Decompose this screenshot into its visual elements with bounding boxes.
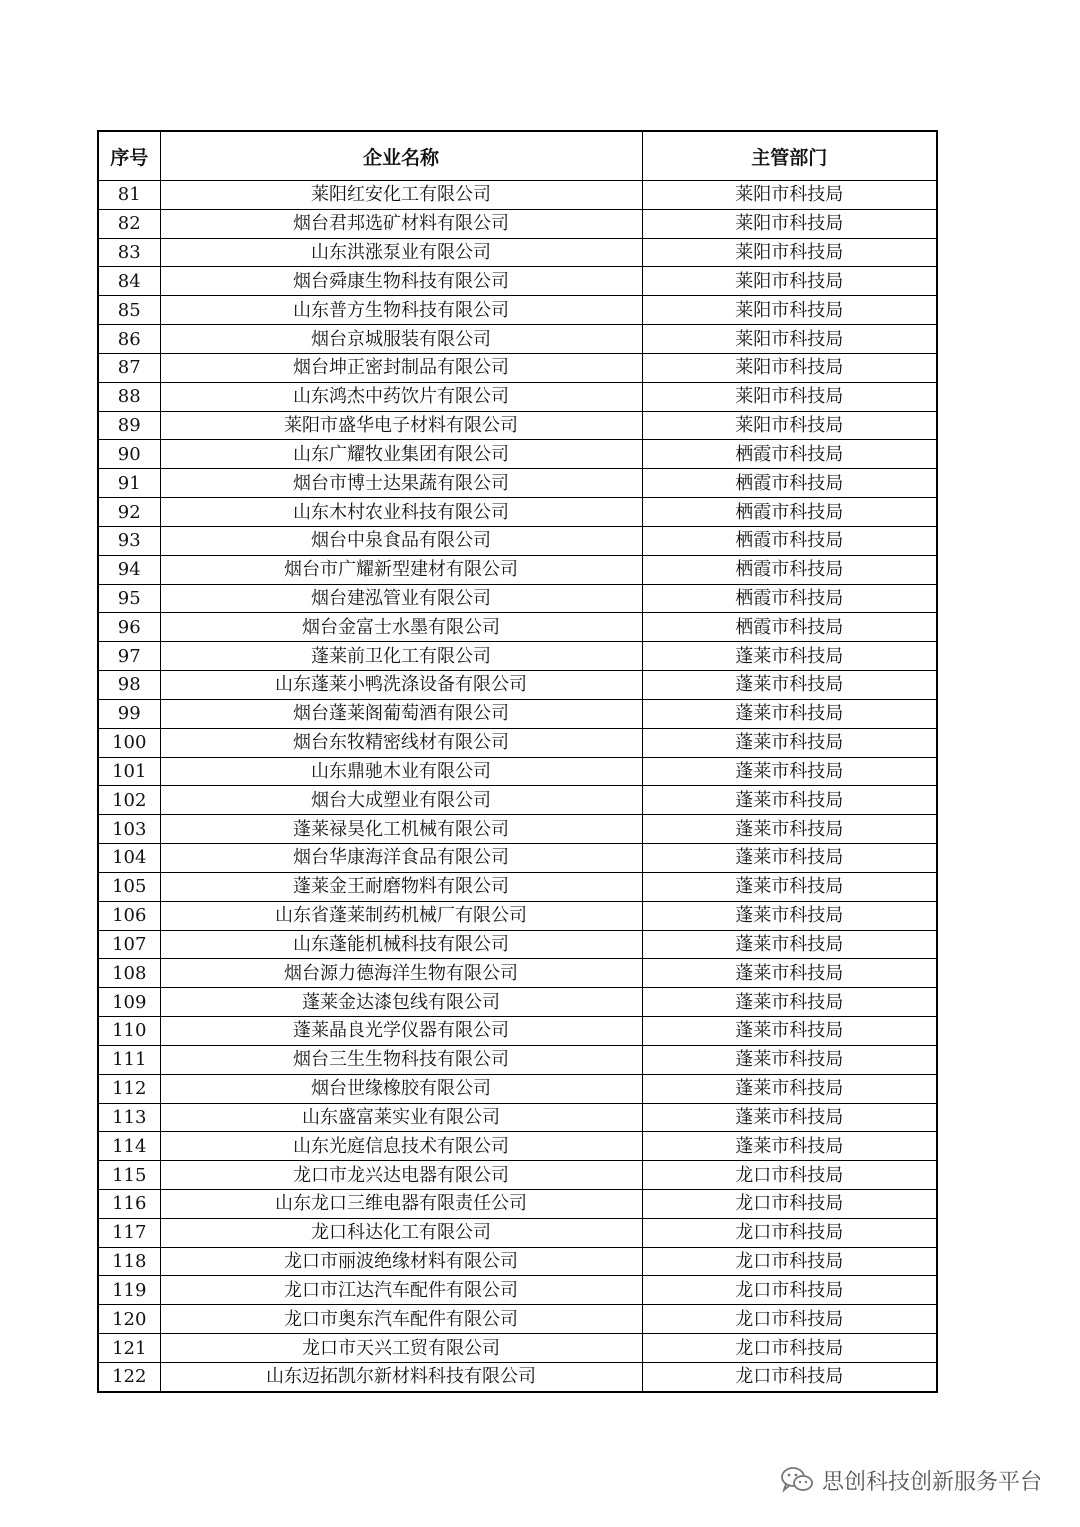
cell-company-name: 蓬莱禄昊化工机械有限公司 — [160, 815, 642, 844]
cell-company-name: 蓬莱金达漆包线有限公司 — [160, 988, 642, 1017]
cell-department: 蓬莱市科技局 — [642, 786, 937, 815]
table-row — [98, 498, 937, 527]
cell-company-name: 山东木村农业科技有限公司 — [160, 498, 642, 527]
table-row — [98, 325, 937, 354]
cell-department: 蓬莱市科技局 — [642, 1132, 937, 1161]
cell-serial-number: 90 — [98, 440, 160, 469]
cell-department: 龙口市科技局 — [642, 1362, 937, 1391]
cell-department: 蓬莱市科技局 — [642, 988, 937, 1017]
cell-serial-number: 99 — [98, 699, 160, 728]
table-row — [98, 209, 937, 238]
cell-company-name: 烟台源力德海洋生物有限公司 — [160, 959, 642, 988]
cell-serial-number: 112 — [98, 1074, 160, 1103]
cell-serial-number: 81 — [98, 181, 160, 210]
cell-serial-number: 88 — [98, 382, 160, 411]
table-row — [98, 1305, 937, 1334]
cell-company-name: 烟台蓬莱阁葡萄酒有限公司 — [160, 699, 642, 728]
cell-serial-number: 87 — [98, 353, 160, 382]
cell-serial-number: 113 — [98, 1103, 160, 1132]
cell-company-name: 蓬莱晶良光学仪器有限公司 — [160, 1017, 642, 1046]
cell-company-name: 山东普方生物科技有限公司 — [160, 296, 642, 325]
table-row — [98, 296, 937, 325]
cell-company-name: 山东迈拓凯尔新材料科技有限公司 — [160, 1362, 642, 1391]
table-row — [98, 238, 937, 267]
table-row — [98, 988, 937, 1017]
table-row — [98, 613, 937, 642]
cell-serial-number: 101 — [98, 757, 160, 786]
cell-serial-number: 98 — [98, 671, 160, 700]
cell-serial-number: 89 — [98, 411, 160, 440]
cell-serial-number: 117 — [98, 1218, 160, 1247]
cell-serial-number: 94 — [98, 555, 160, 584]
cell-company-name: 莱阳市盛华电子材料有限公司 — [160, 411, 642, 440]
wechat-icon — [780, 1465, 814, 1495]
cell-serial-number: 120 — [98, 1305, 160, 1334]
watermark-text: 思创科技创新服务平台 — [821, 1469, 1042, 1495]
cell-department: 龙口市科技局 — [642, 1218, 937, 1247]
cell-company-name: 蓬莱前卫化工有限公司 — [160, 642, 642, 671]
cell-company-name: 山东蓬能机械科技有限公司 — [160, 930, 642, 959]
header-company-name: 企业名称 — [160, 131, 642, 181]
table-row — [98, 584, 937, 613]
table-row — [98, 526, 937, 555]
cell-serial-number: 107 — [98, 930, 160, 959]
table-row — [98, 815, 937, 844]
cell-company-name: 烟台金富士水墨有限公司 — [160, 613, 642, 642]
cell-company-name: 山东盛富莱实业有限公司 — [160, 1103, 642, 1132]
cell-serial-number: 121 — [98, 1334, 160, 1363]
table-row — [98, 728, 937, 757]
cell-company-name: 烟台大成塑业有限公司 — [160, 786, 642, 815]
cell-department: 蓬莱市科技局 — [642, 901, 937, 930]
table-row — [98, 699, 937, 728]
table-row — [98, 181, 937, 210]
cell-department: 蓬莱市科技局 — [642, 1017, 937, 1046]
cell-department: 莱阳市科技局 — [642, 411, 937, 440]
cell-serial-number: 105 — [98, 872, 160, 901]
cell-serial-number: 82 — [98, 209, 160, 238]
cell-serial-number: 111 — [98, 1045, 160, 1074]
table-row — [98, 1247, 937, 1276]
cell-department: 龙口市科技局 — [642, 1305, 937, 1334]
table-row — [98, 1218, 937, 1247]
cell-department: 莱阳市科技局 — [642, 382, 937, 411]
cell-serial-number: 91 — [98, 469, 160, 498]
cell-company-name: 烟台市博士达果蔬有限公司 — [160, 469, 642, 498]
enterprise-table — [97, 130, 938, 1393]
cell-department: 蓬莱市科技局 — [642, 959, 937, 988]
cell-company-name: 山东广耀牧业集团有限公司 — [160, 440, 642, 469]
cell-serial-number: 102 — [98, 786, 160, 815]
cell-serial-number: 83 — [98, 238, 160, 267]
table-row — [98, 1334, 937, 1363]
cell-department: 莱阳市科技局 — [642, 181, 937, 210]
cell-company-name: 龙口市丽波绝缘材料有限公司 — [160, 1247, 642, 1276]
cell-company-name: 山东光庭信息技术有限公司 — [160, 1132, 642, 1161]
cell-department: 龙口市科技局 — [642, 1334, 937, 1363]
cell-serial-number: 84 — [98, 267, 160, 296]
cell-department: 龙口市科技局 — [642, 1276, 937, 1305]
table-row — [98, 555, 937, 584]
cell-serial-number: 86 — [98, 325, 160, 354]
table-header-row — [98, 131, 937, 181]
cell-serial-number: 95 — [98, 584, 160, 613]
cell-serial-number: 96 — [98, 613, 160, 642]
table-row — [98, 901, 937, 930]
cell-company-name: 山东鸿杰中药饮片有限公司 — [160, 382, 642, 411]
cell-department: 莱阳市科技局 — [642, 296, 937, 325]
table-row — [98, 1276, 937, 1305]
cell-department: 蓬莱市科技局 — [642, 728, 937, 757]
cell-department: 栖霞市科技局 — [642, 584, 937, 613]
cell-department: 莱阳市科技局 — [642, 209, 937, 238]
cell-department: 龙口市科技局 — [642, 1189, 937, 1218]
cell-department: 蓬莱市科技局 — [642, 844, 937, 873]
cell-department: 龙口市科技局 — [642, 1247, 937, 1276]
cell-company-name: 龙口市奥东汽车配件有限公司 — [160, 1305, 642, 1334]
cell-serial-number: 97 — [98, 642, 160, 671]
cell-company-name: 龙口市江达汽车配件有限公司 — [160, 1276, 642, 1305]
cell-department: 蓬莱市科技局 — [642, 1074, 937, 1103]
table-row — [98, 267, 937, 296]
cell-serial-number: 115 — [98, 1161, 160, 1190]
table-row — [98, 1189, 937, 1218]
cell-department: 蓬莱市科技局 — [642, 757, 937, 786]
table-row — [98, 382, 937, 411]
cell-serial-number: 110 — [98, 1017, 160, 1046]
table-row — [98, 930, 937, 959]
table-row — [98, 1161, 937, 1190]
cell-serial-number: 122 — [98, 1362, 160, 1391]
cell-serial-number: 116 — [98, 1189, 160, 1218]
cell-serial-number: 93 — [98, 526, 160, 555]
cell-serial-number: 92 — [98, 498, 160, 527]
table-row — [98, 844, 937, 873]
table-row — [98, 757, 937, 786]
cell-company-name: 龙口科达化工有限公司 — [160, 1218, 642, 1247]
cell-company-name: 山东省蓬莱制药机械厂有限公司 — [160, 901, 642, 930]
cell-company-name: 烟台市广耀新型建材有限公司 — [160, 555, 642, 584]
table-row — [98, 353, 937, 382]
cell-company-name: 烟台舜康生物科技有限公司 — [160, 267, 642, 296]
cell-company-name: 烟台世缘橡胶有限公司 — [160, 1074, 642, 1103]
cell-company-name: 烟台君邦选矿材料有限公司 — [160, 209, 642, 238]
cell-serial-number: 85 — [98, 296, 160, 325]
table-row — [98, 642, 937, 671]
cell-serial-number: 114 — [98, 1132, 160, 1161]
cell-company-name: 龙口市天兴工贸有限公司 — [160, 1334, 642, 1363]
cell-department: 蓬莱市科技局 — [642, 1045, 937, 1074]
cell-serial-number: 118 — [98, 1247, 160, 1276]
cell-department: 莱阳市科技局 — [642, 267, 937, 296]
cell-company-name: 莱阳红安化工有限公司 — [160, 181, 642, 210]
cell-company-name: 龙口市龙兴达电器有限公司 — [160, 1161, 642, 1190]
cell-company-name: 烟台坤正密封制品有限公司 — [160, 353, 642, 382]
header-department: 主管部门 — [642, 131, 937, 181]
cell-department: 栖霞市科技局 — [642, 613, 937, 642]
cell-company-name: 蓬莱金王耐磨物料有限公司 — [160, 872, 642, 901]
header-serial-number: 序号 — [98, 131, 160, 181]
cell-serial-number: 104 — [98, 844, 160, 873]
table-row — [98, 1132, 937, 1161]
cell-company-name: 山东蓬莱小鸭洗涤设备有限公司 — [160, 671, 642, 700]
table-row — [98, 671, 937, 700]
cell-serial-number: 109 — [98, 988, 160, 1017]
cell-serial-number: 100 — [98, 728, 160, 757]
cell-serial-number: 103 — [98, 815, 160, 844]
cell-company-name: 烟台建泓管业有限公司 — [160, 584, 642, 613]
cell-department: 莱阳市科技局 — [642, 238, 937, 267]
cell-serial-number: 108 — [98, 959, 160, 988]
cell-department: 莱阳市科技局 — [642, 325, 937, 354]
watermark — [780, 1462, 1042, 1498]
cell-department: 蓬莱市科技局 — [642, 671, 937, 700]
cell-company-name: 山东龙口三维电器有限责任公司 — [160, 1189, 642, 1218]
table-row — [98, 959, 937, 988]
cell-department: 蓬莱市科技局 — [642, 930, 937, 959]
cell-serial-number: 119 — [98, 1276, 160, 1305]
table-row — [98, 1362, 937, 1391]
cell-company-name: 烟台华康海洋食品有限公司 — [160, 844, 642, 873]
cell-department: 蓬莱市科技局 — [642, 642, 937, 671]
table-row — [98, 1103, 937, 1132]
cell-department: 栖霞市科技局 — [642, 555, 937, 584]
cell-department: 龙口市科技局 — [642, 1161, 937, 1190]
table-row — [98, 1045, 937, 1074]
cell-department: 栖霞市科技局 — [642, 440, 937, 469]
cell-department: 莱阳市科技局 — [642, 353, 937, 382]
cell-company-name: 烟台三生生物科技有限公司 — [160, 1045, 642, 1074]
cell-company-name: 烟台东牧精密线材有限公司 — [160, 728, 642, 757]
cell-company-name: 山东鼎驰木业有限公司 — [160, 757, 642, 786]
cell-company-name: 烟台京城服装有限公司 — [160, 325, 642, 354]
table-body — [98, 181, 937, 1392]
table-row — [98, 1017, 937, 1046]
cell-serial-number: 106 — [98, 901, 160, 930]
cell-department: 蓬莱市科技局 — [642, 815, 937, 844]
cell-department: 栖霞市科技局 — [642, 469, 937, 498]
cell-department: 蓬莱市科技局 — [642, 699, 937, 728]
cell-company-name: 烟台中泉食品有限公司 — [160, 526, 642, 555]
table-row — [98, 411, 937, 440]
table-row — [98, 1074, 937, 1103]
cell-company-name: 山东洪涨泵业有限公司 — [160, 238, 642, 267]
cell-department: 栖霞市科技局 — [642, 498, 937, 527]
table-row — [98, 786, 937, 815]
table-row — [98, 469, 937, 498]
cell-department: 蓬莱市科技局 — [642, 872, 937, 901]
cell-department: 栖霞市科技局 — [642, 526, 937, 555]
table-row — [98, 872, 937, 901]
cell-department: 蓬莱市科技局 — [642, 1103, 937, 1132]
table-row — [98, 440, 937, 469]
